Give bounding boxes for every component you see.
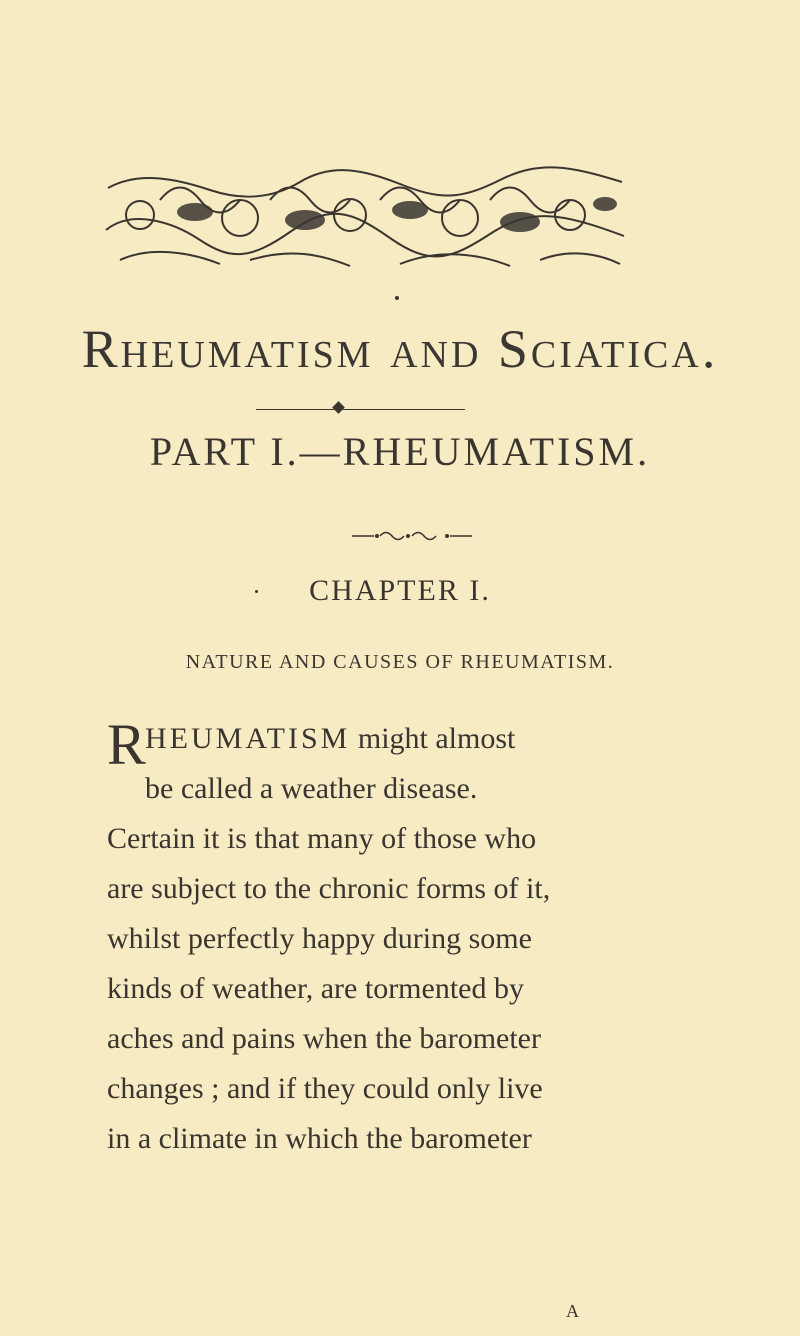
title-rule-left: [256, 409, 334, 410]
text-line: be called a weather disease.: [145, 772, 478, 805]
text-line: whilst perfectly happy during some: [107, 922, 532, 955]
book-title: Rheumatism and Sciatica.: [81, 319, 719, 379]
line-text: might almost: [350, 722, 516, 755]
flourish-icon: [352, 526, 472, 546]
text-line: are subject to the chronic forms of it,: [107, 872, 551, 905]
text-line: [145, 714, 515, 764]
scrollwork-ornament-icon: [100, 160, 630, 275]
drop-cap: R: [107, 712, 146, 777]
chapter-heading: CHAPTER I.: [309, 574, 491, 607]
chapter-subtitle: NATURE AND CAUSES OF RHEUMATISM.: [185, 651, 615, 673]
text-line: kinds of weather, are tormented by: [107, 972, 524, 1005]
diamond-icon: [332, 401, 345, 414]
signature-mark: A: [566, 1301, 579, 1321]
text-line: aches and pains when the barometer: [107, 1022, 541, 1055]
title-rule-right: [343, 409, 465, 410]
part-title: PART I.—RHEUMATISM.: [149, 429, 651, 474]
text-line: Certain it is that many of those who: [107, 822, 537, 855]
text-line: changes ; and if they could only live: [107, 1072, 543, 1105]
text-line: in a climate in which the barometer: [107, 1122, 532, 1155]
first-word-caps: HEUMATISM: [145, 722, 351, 755]
ornament-dot: [395, 296, 399, 300]
